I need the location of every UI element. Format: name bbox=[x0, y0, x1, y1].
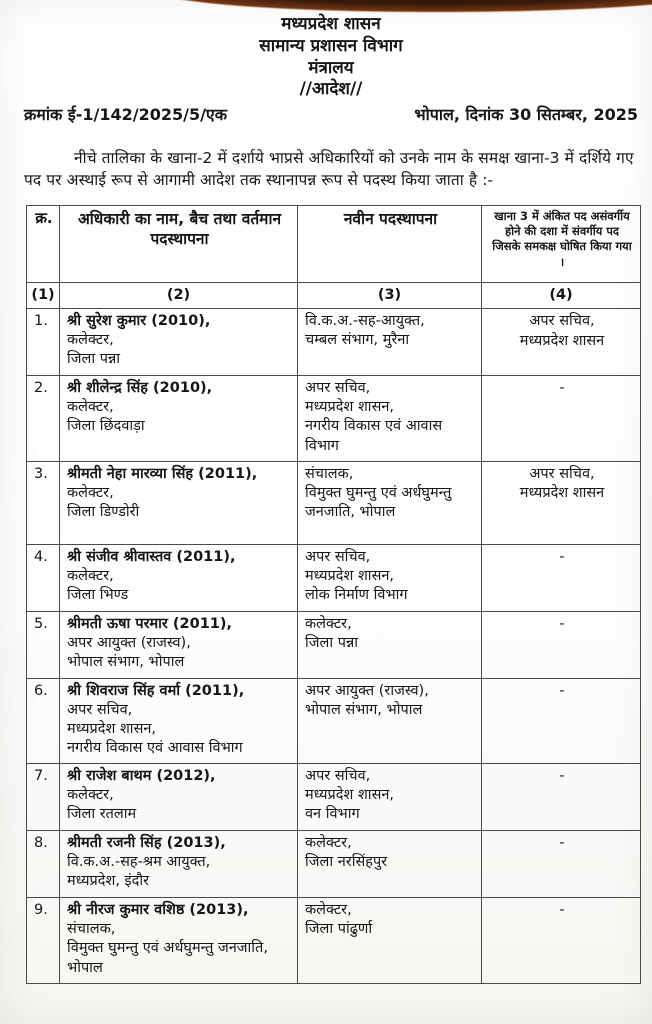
cell-line: कलेक्टर, bbox=[67, 399, 114, 416]
equivalent-post-cell bbox=[482, 678, 641, 764]
cell-line: जिला रतलाम bbox=[67, 806, 137, 823]
cell-line: मध्यप्रदेश शासन, bbox=[67, 720, 157, 737]
table-row bbox=[27, 309, 641, 376]
cell-line: कलेक्टर, bbox=[67, 787, 114, 804]
posting-order-table bbox=[26, 205, 641, 984]
cell-line: श्री सुरेश कुमार (2010), bbox=[67, 313, 211, 330]
header-equivalent-post: खाना 3 में अंकित पद असंवर्गीय होने की दशा में संवर्गीय पद जिसके समकक्ष घोषित किया गया । bbox=[482, 206, 641, 283]
new-posting-cell bbox=[298, 898, 482, 984]
cell-line: जिला पन्ना bbox=[305, 634, 358, 651]
colnum-2: (2) bbox=[60, 283, 298, 309]
equivalent-post-cell bbox=[482, 309, 641, 376]
row-serial: 5. bbox=[27, 611, 60, 678]
equivalent-post-cell bbox=[482, 376, 641, 462]
cell-line: वन विभाग bbox=[305, 806, 360, 823]
table-row bbox=[27, 831, 641, 898]
cell-line: अपर सचिव, bbox=[305, 768, 371, 785]
equivalent-post-cell bbox=[482, 611, 641, 678]
officer-cell bbox=[60, 898, 298, 984]
cell-line: कलेक्टर, bbox=[67, 332, 114, 349]
cell-line: श्रीमती नेहा मारव्या सिंह (2011), bbox=[67, 465, 258, 482]
officer-cell bbox=[60, 678, 298, 764]
colnum-3: (3) bbox=[298, 283, 482, 309]
document-content bbox=[24, 14, 638, 984]
row-serial: 4. bbox=[27, 544, 60, 611]
cell-line: विमुक्त घुमन्तु एवं अर्धघुमन्तु bbox=[305, 484, 452, 501]
cropped-object-top-edge bbox=[158, 0, 652, 12]
cell-line: नगरीय विकास एवं आवास विभाग bbox=[67, 740, 243, 756]
colnum-1: (1) bbox=[27, 283, 60, 309]
cell-line: कलेक्टर, bbox=[67, 484, 114, 501]
cell-line: कलेक्टर, bbox=[67, 567, 114, 584]
cell-line: कलेक्टर, bbox=[305, 835, 352, 852]
cell-line: - bbox=[559, 902, 565, 919]
column-number-row bbox=[27, 283, 641, 309]
cell-line: श्रीमती ऊषा परमार (2011), bbox=[67, 615, 233, 632]
officer-cell bbox=[60, 764, 298, 831]
equivalent-post-cell bbox=[482, 898, 641, 984]
cell-line: लोक निर्माण विभाग bbox=[305, 586, 408, 603]
intro-paragraph: नीचे तालिका के खाना-2 में दर्शाये भाप्रसे अधिकारियों को उनके नाम के समक्ष खाना-3 में दर्शिये गए पद पर अस्थाई रूप से आगामी आदेश तक स्थानापन्न रूप से पदस्थ किया जाता है :- bbox=[24, 149, 634, 189]
row-serial: 7. bbox=[27, 764, 60, 831]
table-row bbox=[27, 898, 641, 984]
officer-cell bbox=[60, 831, 298, 898]
cell-line: कलेक्टर, bbox=[305, 902, 352, 919]
colnum-4: (4) bbox=[482, 283, 641, 309]
new-posting-cell bbox=[298, 309, 482, 376]
department-name: सामान्य प्रशासन विभाग bbox=[259, 35, 403, 56]
cell-line: जिला नरसिंहपुर bbox=[305, 854, 388, 871]
cell-line: अपर सचिव, bbox=[305, 380, 371, 397]
header-serial: क्र. bbox=[27, 206, 60, 283]
cell-line: अपर सचिव, bbox=[529, 465, 595, 482]
cell-line: संचालक, bbox=[305, 465, 354, 482]
officer-cell bbox=[60, 376, 298, 462]
row-serial: 2. bbox=[27, 376, 60, 462]
header-new-posting: नवीन पदस्थापना bbox=[298, 206, 482, 283]
officer-cell bbox=[60, 309, 298, 376]
cell-line: श्री शीलेन्द्र सिंह (2010), bbox=[67, 380, 213, 397]
row-serial: 1. bbox=[27, 309, 60, 376]
reference-number: क्रमांक ई-1/142/2025/5/एक bbox=[24, 105, 228, 124]
cell-line: अपर सचिव, bbox=[67, 701, 133, 718]
new-posting-cell bbox=[298, 678, 482, 764]
cell-line: जिला पन्ना bbox=[67, 351, 120, 368]
letterhead bbox=[24, 14, 638, 101]
cell-line: - bbox=[559, 682, 565, 699]
officer-cell bbox=[60, 461, 298, 544]
header-officer: अधिकारी का नाम, बैच तथा वर्तमान पदस्थापना bbox=[60, 206, 298, 283]
new-posting-cell bbox=[298, 764, 482, 831]
new-posting-cell bbox=[298, 831, 482, 898]
cell-line: भोपाल संभाग, भोपाल bbox=[67, 653, 185, 670]
cell-line: अपर सचिव, bbox=[305, 548, 371, 565]
officer-cell bbox=[60, 544, 298, 611]
cell-line: वि.क.अ.-सह-श्रम आयुक्त, bbox=[67, 854, 211, 871]
row-serial: 6. bbox=[27, 678, 60, 764]
cell-line: जिला पांढुर्णा bbox=[305, 921, 373, 938]
cell-line: श्री नीरज कुमार वशिष्ठ (2013), bbox=[67, 902, 249, 919]
cell-line: जिला भिण्ड bbox=[67, 586, 129, 603]
new-posting-cell bbox=[298, 611, 482, 678]
cell-line: कलेक्टर, bbox=[305, 615, 352, 632]
equivalent-post-cell bbox=[482, 544, 641, 611]
cell-line: जिला छिंदवाड़ा bbox=[67, 418, 145, 435]
row-serial: 9. bbox=[27, 898, 60, 984]
cell-line: संचालक, bbox=[67, 921, 116, 938]
cell-line: अपर आयुक्त (राजस्व), bbox=[305, 682, 429, 699]
table-row bbox=[27, 764, 641, 831]
cell-line: वि.क.अ.-सह-आयुक्त, bbox=[305, 313, 425, 330]
cell-line: मध्यप्रदेश शासन bbox=[519, 485, 605, 502]
table-row bbox=[27, 461, 641, 544]
equivalent-post-cell bbox=[482, 764, 641, 831]
table-row bbox=[27, 544, 641, 611]
new-posting-cell bbox=[298, 461, 482, 544]
table-row bbox=[27, 611, 641, 678]
cell-line: नगरीय विकास एवं आवास विभाग bbox=[305, 418, 443, 454]
row-serial: 8. bbox=[27, 831, 60, 898]
new-posting-cell bbox=[298, 376, 482, 462]
new-posting-cell bbox=[298, 544, 482, 611]
cell-line: चम्बल संभाग, मुरैना bbox=[305, 332, 410, 349]
equivalent-post-cell bbox=[482, 831, 641, 898]
cell-line: श्रीमती रजनी सिंह (2013), bbox=[67, 835, 226, 852]
office-name: मंत्रालय bbox=[308, 57, 354, 78]
table-row bbox=[27, 376, 641, 462]
cell-line: मध्यप्रदेश शासन bbox=[519, 332, 605, 349]
row-serial: 3. bbox=[27, 461, 60, 544]
place-and-date: भोपाल, दिनांक 30 सितम्बर, 2025 bbox=[414, 105, 638, 124]
cell-line: मध्यप्रदेश शासन, bbox=[305, 787, 395, 804]
cell-line: अपर आयुक्त (राजस्व), bbox=[67, 634, 191, 651]
table-row bbox=[27, 678, 641, 764]
cell-line: मध्यप्रदेश शासन, bbox=[305, 399, 395, 416]
cell-line: मध्यप्रदेश, इंदौर bbox=[67, 873, 150, 890]
cell-line: श्री राजेश बाथम (2012), bbox=[67, 768, 216, 785]
cell-line: - bbox=[559, 835, 565, 852]
table-header-row bbox=[27, 206, 641, 283]
cell-line: श्री शिवराज सिंह वर्मा (2011), bbox=[67, 682, 245, 699]
order-heading: //आदेश// bbox=[299, 79, 363, 100]
cell-line: जिला डिण्डोरी bbox=[67, 503, 140, 520]
cell-line: मध्यप्रदेश शासन, bbox=[305, 567, 395, 584]
reference-row bbox=[24, 103, 638, 125]
cell-line: अपर सचिव, bbox=[529, 313, 595, 330]
government-name: मध्यप्रदेश शासन bbox=[281, 14, 381, 34]
cell-line: श्री संजीव श्रीवास्तव (2011), bbox=[67, 548, 236, 565]
officer-cell bbox=[60, 611, 298, 678]
cell-line: - bbox=[559, 548, 565, 565]
cell-line: - bbox=[559, 615, 565, 632]
cell-line: विमुक्त घुमन्तु एवं अर्धघुमन्तु जनजाति, bbox=[67, 940, 268, 957]
cell-line: भोपाल bbox=[67, 959, 103, 976]
table-body bbox=[27, 309, 641, 984]
equivalent-post-cell bbox=[482, 461, 641, 544]
cell-line: - bbox=[559, 768, 565, 785]
cell-line: - bbox=[559, 380, 565, 397]
cell-line: जनजाति, भोपाल bbox=[305, 503, 396, 520]
cell-line: भोपाल संभाग, भोपाल bbox=[305, 701, 423, 718]
